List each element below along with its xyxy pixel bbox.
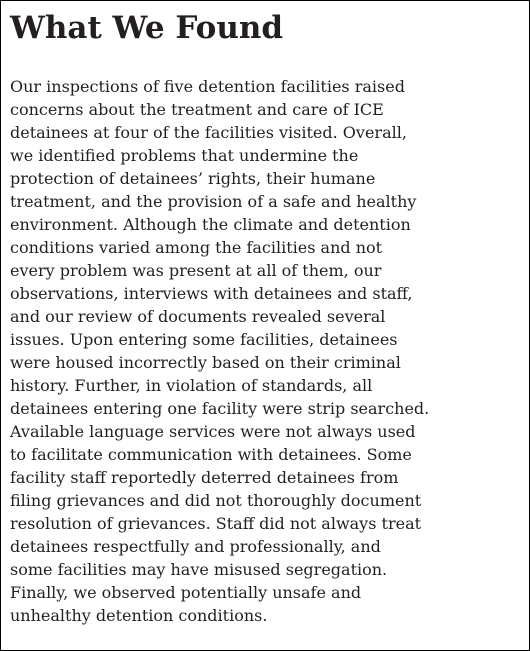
text-line: concerns about the treatment and care of ICE xyxy=(10,100,384,119)
text-line: some facilities may have misused segregation. xyxy=(10,560,388,579)
text-line: detainees respectfully and professionally, and xyxy=(10,537,381,556)
text-line: detainees at four of the facilities visited. Overall, xyxy=(10,123,407,142)
section-heading: What We Found xyxy=(10,10,284,46)
text-line: detainees entering one facility were strip searched. xyxy=(10,399,430,418)
findings-paragraph xyxy=(10,75,429,627)
text-line: filing grievances and did not thoroughly document xyxy=(10,491,422,510)
text-line: observations, interviews with detainees and staff, xyxy=(10,284,413,303)
text-line: we identified problems that undermine the xyxy=(10,146,359,165)
text-line: Finally, we observed potentially unsafe and xyxy=(10,583,362,602)
text-line: Our inspections of five detention facilities raised xyxy=(10,77,405,96)
text-line: Available language services were not always used xyxy=(10,422,416,441)
text-line: environment. Although the climate and detention xyxy=(10,215,411,234)
text-line: were housed incorrectly based on their criminal xyxy=(10,353,401,372)
text-line: to facilitate communication with detainees. Some xyxy=(10,445,412,464)
text-line: protection of detainees’ rights, their humane xyxy=(10,169,376,188)
text-line: conditions varied among the facilities and not xyxy=(10,238,383,257)
text-line: and our review of documents revealed several xyxy=(10,307,386,326)
text-line: history. Further, in violation of standards, all xyxy=(10,376,373,395)
text-line: resolution of grievances. Staff did not always treat xyxy=(10,514,422,533)
text-line: unhealthy detention conditions. xyxy=(10,606,268,625)
text-line: issues. Upon entering some facilities, detainees xyxy=(10,330,398,349)
text-line: treatment, and the provision of a safe and healthy xyxy=(10,192,417,211)
text-line: facility staff reportedly deterred detainees from xyxy=(10,468,399,487)
text-line: every problem was present at all of them, our xyxy=(10,261,382,280)
